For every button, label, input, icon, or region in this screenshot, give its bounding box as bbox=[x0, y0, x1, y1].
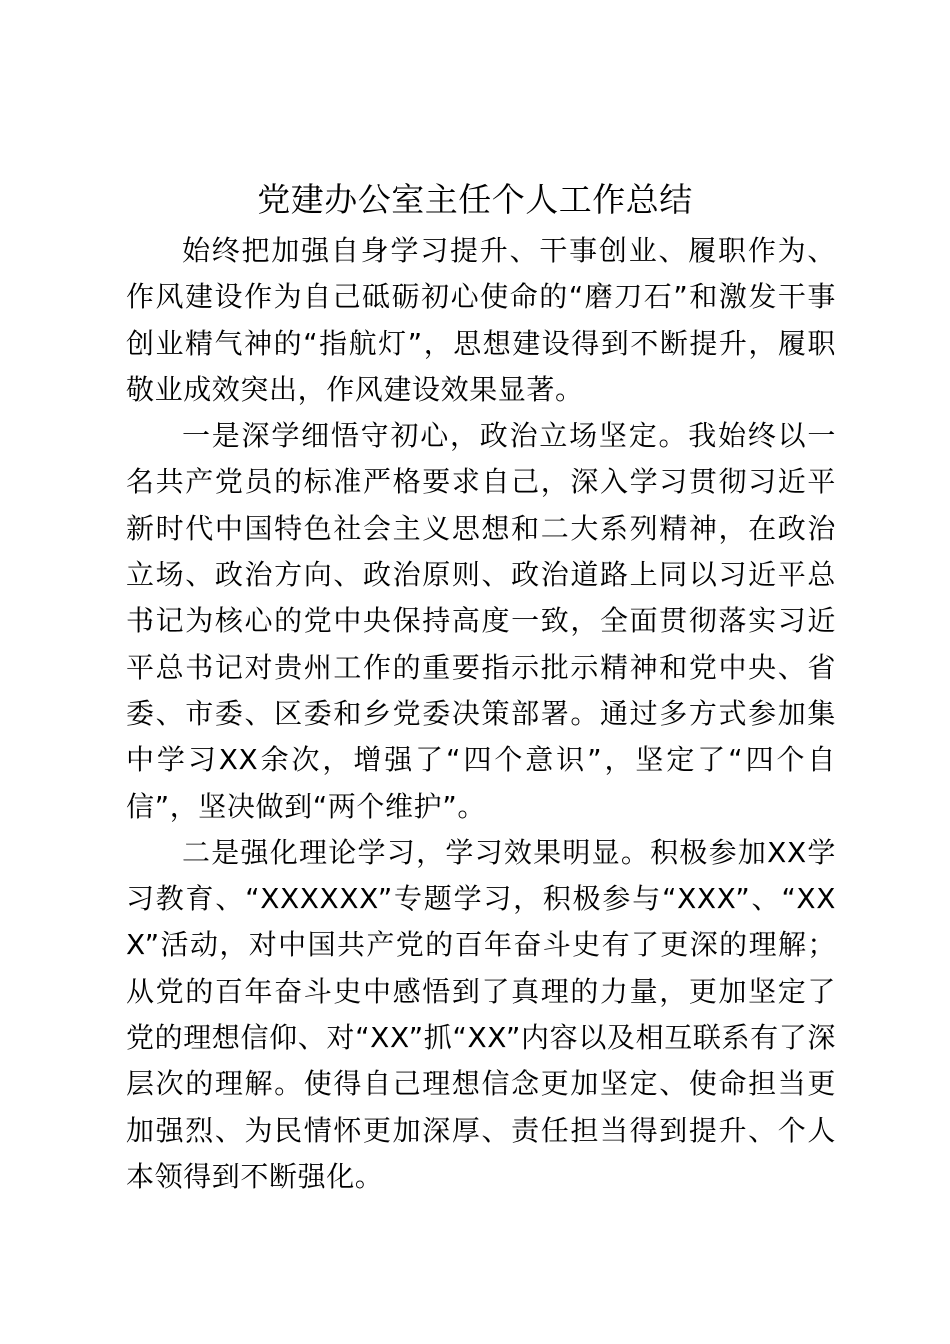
document-title: 党建办公室主任个人工作总结 bbox=[257, 180, 693, 219]
paragraph-theory-study: 二是强化理论学习，学习效果明显。积极参加XX学习教育、“XXXXXX”专题学习，积极参与“XXX”、“XXX”活动，对中国共产党的百年奋斗史有了更深的理解；从党的百年奋斗史中感悟到了真理的力量，更加坚定了党的理想信仰、对“XX”抓“XX”内容以及相互联系有了深层次的理解。使得自己理想信念更加坚定、使命担当更加强烈、为民情怀更加深厚、责任担当得到提升、个人本领得到不断强化。 bbox=[126, 835, 836, 1193]
paragraph-political-stance: 一是深学细悟守初心，政治立场坚定。我始终以一名共产党员的标准严格要求自己，深入学习贯彻习近平新时代中国特色社会主义思想和二大系列精神，在政治立场、政治方向、政治原则、政治道路上同以习近平总书记为核心的党中央保持高度一致，全面贯彻落实习近平总书记对贵州工作的重要指示批示精神和党中央、省委、市委、区委和乡党委决策部署。通过多方式参加集中学习XX余次，增强了“四个意识”，坚定了“四个自信”，坚决做到“两个维护”。 bbox=[126, 419, 836, 823]
document-body bbox=[126, 228, 836, 1200]
paragraph-intro: 始终把加强自身学习提升、干事创业、履职作为、作风建设作为自己砥砺初心使命的“磨刀石”和激发干事创业精气神的“指航灯”，思想建设得到不断提升，履职敬业成效突出，作风建设效果显著。 bbox=[126, 234, 836, 406]
